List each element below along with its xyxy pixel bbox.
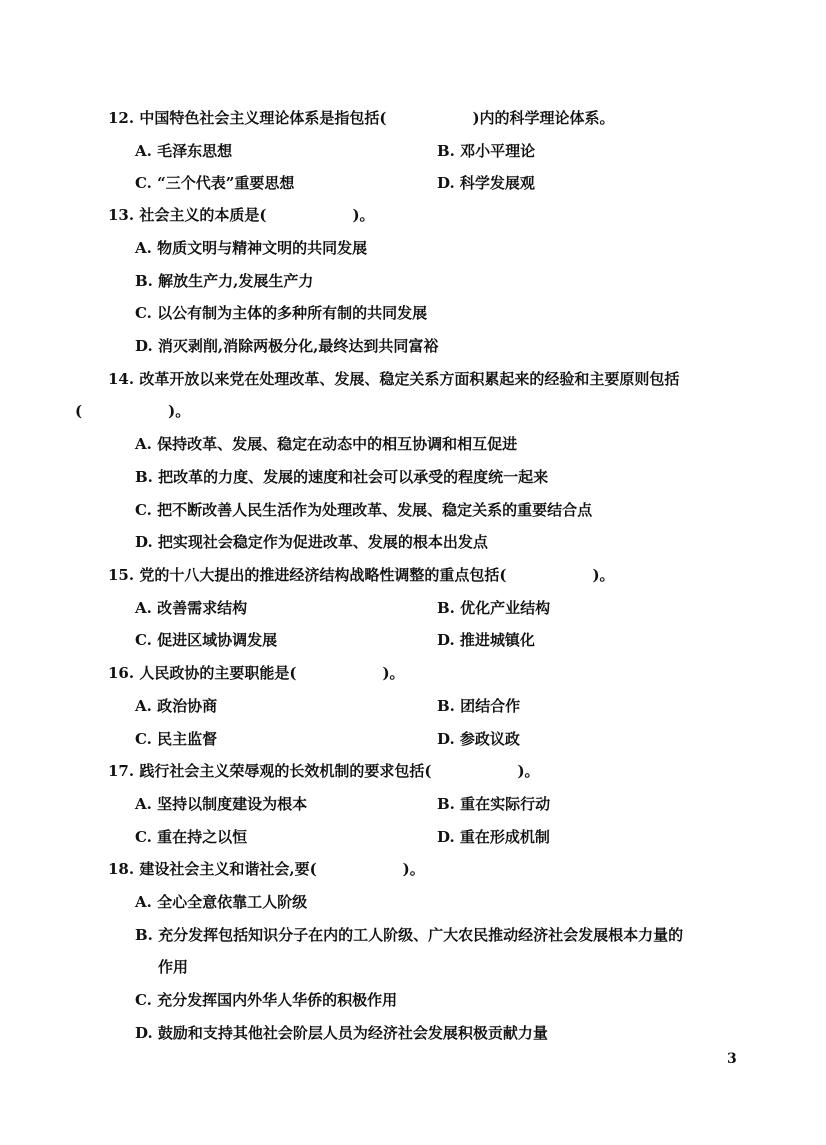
question-16-stem: 16. 人民政协的主要职能是( )。 bbox=[108, 664, 405, 682]
question-13-stem: 13. 社会主义的本质是( )。 bbox=[108, 206, 375, 224]
option-b: B. 充分发挥包括知识分子在内的工人阶级、广大农民推动经济社会发展根本力量的 bbox=[135, 926, 684, 944]
option-a: A. 改善需求结构 bbox=[135, 599, 248, 617]
option-c: C. 重在持之以恒 bbox=[135, 828, 248, 846]
option-a: A. 政治协商 bbox=[135, 697, 218, 715]
option-b-continuation: 作用 bbox=[158, 958, 189, 976]
question-number: 15. bbox=[108, 566, 135, 584]
question-18-stem: 18. 建设社会主义和谐社会,要( )。 bbox=[108, 860, 425, 878]
option-d: D. 消灭剥削,消除两极分化,最终达到共同富裕 bbox=[135, 337, 439, 355]
option-d: D. 参政议政 bbox=[437, 730, 520, 748]
page-number: 3 bbox=[727, 1051, 737, 1067]
question-number: 13. bbox=[108, 206, 135, 224]
option-d: D. 鼓励和支持其他社会阶层人员为经济社会发展积极贡献力量 bbox=[135, 1024, 548, 1042]
option-b: B. 解放生产力,发展生产力 bbox=[135, 272, 314, 290]
question-14-stem: 14. 改革开放以来党在处理改革、发展、稳定关系方面积累起来的经验和主要原则包括 bbox=[108, 370, 680, 388]
question-number: 14. bbox=[108, 370, 135, 388]
option-c: C. 把不断改善人民生活作为处理改革、发展、稳定关系的重要结合点 bbox=[135, 501, 593, 519]
option-d: D. 重在形成机制 bbox=[437, 828, 550, 846]
question-12-stem: 12. 中国特色社会主义理论体系是指包括( )内的科学理论体系。 bbox=[108, 109, 615, 127]
question-number: 18. bbox=[108, 860, 135, 878]
option-d: D. 把实现社会稳定作为促进改革、发展的根本出发点 bbox=[135, 533, 488, 551]
option-d: D. 科学发展观 bbox=[437, 174, 535, 192]
option-a: A. 坚持以制度建设为根本 bbox=[135, 795, 308, 813]
option-c: C. 充分发挥国内外华人华侨的积极作用 bbox=[135, 991, 398, 1009]
question-14-stem-continued: ( )。 bbox=[75, 402, 191, 420]
option-c: C. 民主监督 bbox=[135, 730, 218, 748]
question-17-stem: 17. 践行社会主义荣辱观的长效机制的要求包括( )。 bbox=[108, 762, 540, 780]
option-a: A. 物质文明与精神文明的共同发展 bbox=[135, 239, 368, 257]
option-b: B. 邓小平理论 bbox=[437, 142, 536, 160]
question-15-stem: 15. 党的十八大提出的推进经济结构战略性调整的重点包括( )。 bbox=[108, 566, 615, 584]
option-b: B. 优化产业结构 bbox=[437, 599, 551, 617]
option-a: A. 保持改革、发展、稳定在动态中的相互协调和相互促进 bbox=[135, 435, 518, 453]
option-b: B. 重在实际行动 bbox=[437, 795, 551, 813]
question-number: 17. bbox=[108, 762, 135, 780]
question-number: 12. bbox=[108, 109, 135, 127]
question-number: 16. bbox=[108, 664, 135, 682]
option-c: C. 以公有制为主体的多种所有制的共同发展 bbox=[135, 304, 428, 322]
option-b: B. 把改革的力度、发展的速度和社会可以承受的程度统一起来 bbox=[135, 468, 549, 486]
option-b: B. 团结合作 bbox=[437, 697, 521, 715]
option-c: C. “三个代表”重要思想 bbox=[135, 174, 295, 192]
option-a: A. 毛泽东思想 bbox=[135, 142, 233, 160]
option-c: C. 促进区域协调发展 bbox=[135, 631, 278, 649]
option-a: A. 全心全意依靠工人阶级 bbox=[135, 893, 308, 911]
option-d: D. 推进城镇化 bbox=[437, 631, 535, 649]
